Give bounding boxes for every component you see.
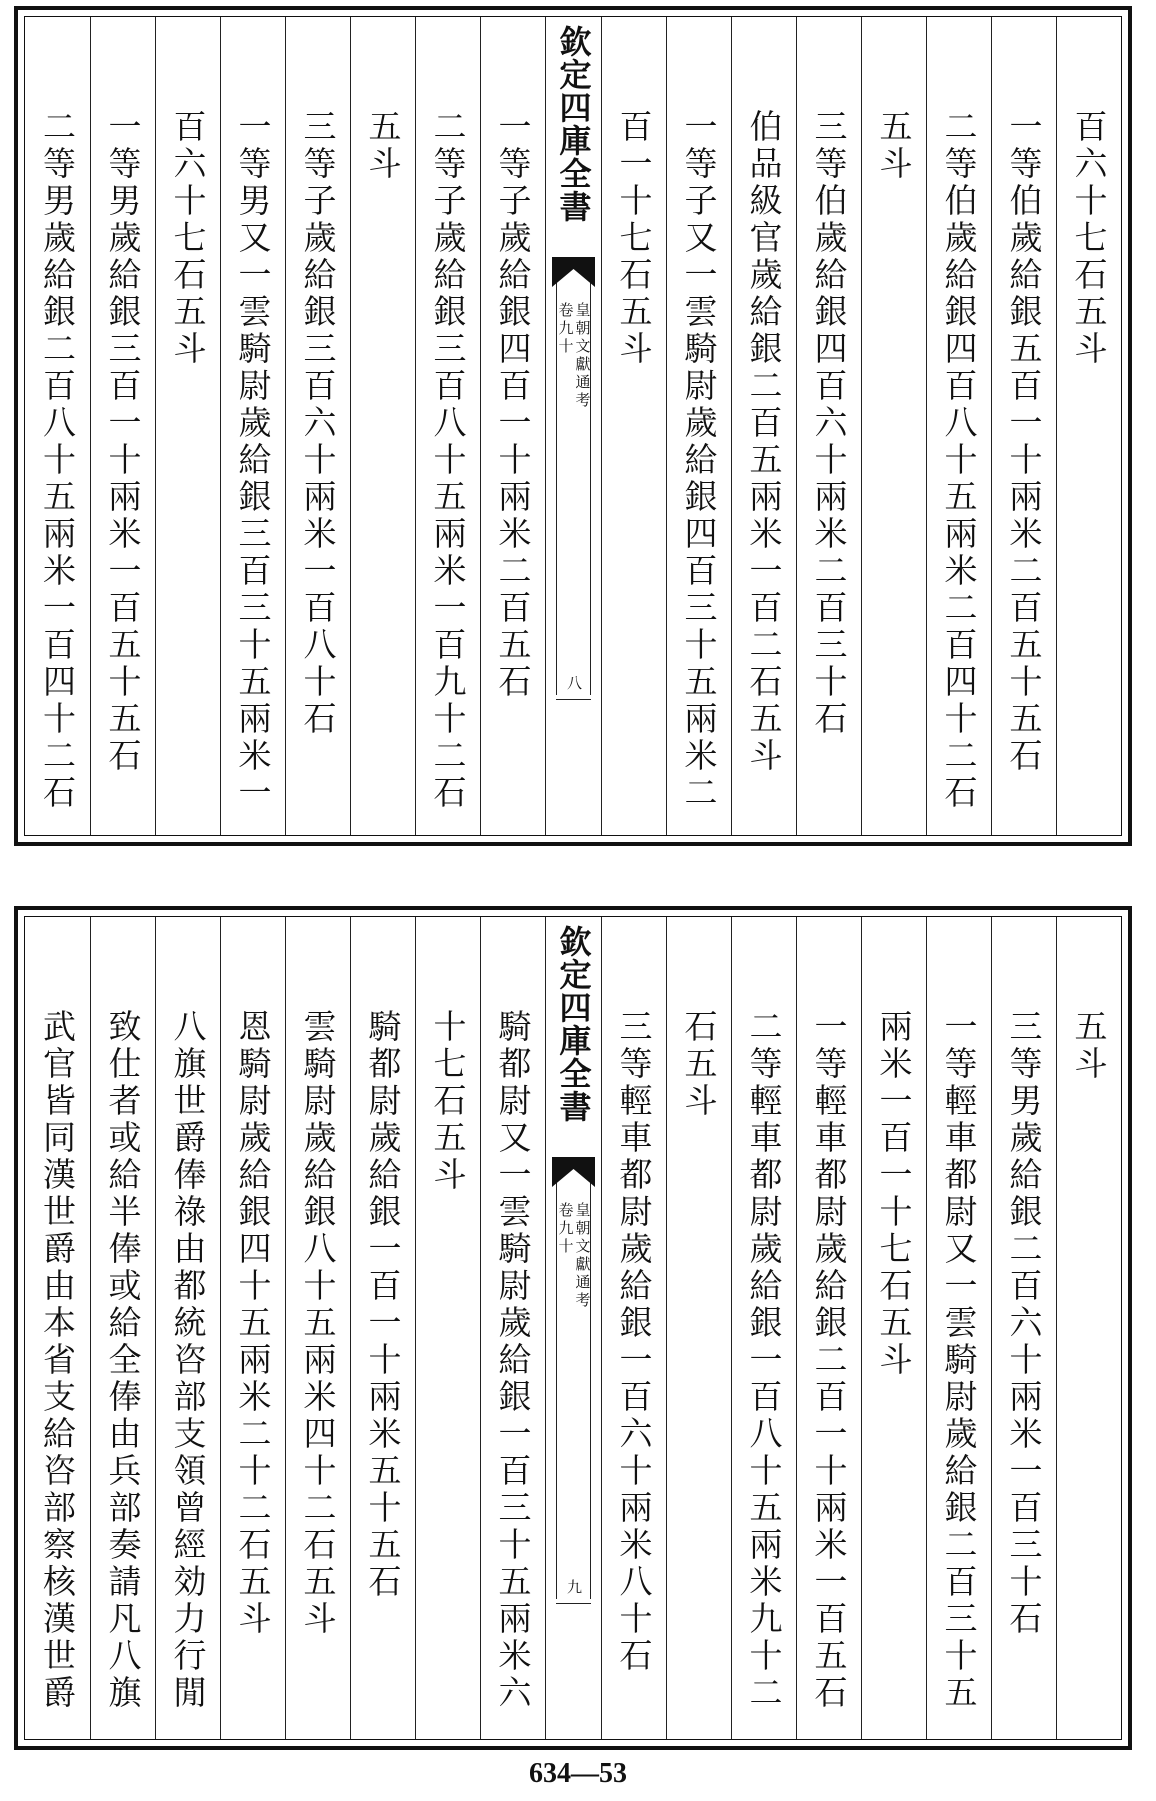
text-column: 騎都尉歲給銀一百一十兩米五十五石 (350, 917, 415, 1739)
text-column: 三等伯歲給銀四百六十兩米二百三十石 (796, 17, 861, 835)
top-page (14, 6, 1132, 846)
text-column: 百六十七石五斗 (155, 17, 220, 835)
text-column: 一等男歲給銀三百一十兩米一百五十五石 (90, 17, 155, 835)
text-column: 雲騎尉歲給銀八十五兩米四十二石五斗 (285, 917, 350, 1739)
fishtail-mark-icon (552, 257, 595, 287)
text-column: 二等伯歲給銀四百八十五兩米二百四十二石 (926, 17, 991, 835)
text-column: 二等男歲給銀二百八十五兩米一百四十二石 (38, 109, 77, 812)
page-number: 九 (565, 1579, 583, 1594)
margin-book-info (546, 1202, 601, 1310)
text-column: 一等輕車都尉又一雲騎尉歲給銀二百三十五 (926, 917, 991, 1739)
book-title: 皇朝文獻通考 (573, 302, 592, 410)
text-column: 百六十七石五斗 (1056, 17, 1121, 835)
text-column: 五斗 (861, 17, 926, 835)
text-column: 兩米一百一十七石五斗 (861, 917, 926, 1739)
margin-divider (556, 699, 591, 700)
scan-page-number: 634—53 (529, 1758, 627, 1789)
text-column: 一等輕車都尉歲給銀二百一十兩米一百五石 (796, 917, 861, 1739)
margin-title: 欽定四庫全書 (554, 25, 593, 223)
text-column: 五斗 (1056, 917, 1121, 1739)
text-column: 一等伯歲給銀五百一十兩米二百五十五石 (991, 17, 1056, 835)
center-margin (545, 17, 601, 835)
text-column: 五斗 (350, 17, 415, 835)
text-column: 一等子歲給銀四百一十兩米二百五石 (480, 17, 545, 835)
volume-label: 卷九十 (556, 302, 575, 356)
text-column: 石五斗 (666, 917, 731, 1739)
text-column: 恩騎尉歲給銀四十五兩米二十二石五斗 (220, 917, 285, 1739)
text-column: 伯品級官歲給銀二百五兩米一百二石五斗 (731, 17, 796, 835)
bottom-page (14, 906, 1132, 1750)
text-column: 三等子歲給銀三百六十兩米一百八十石 (285, 17, 350, 835)
text-column: 武官皆同漢世爵由本省支給咨部察核漢世爵 (38, 1009, 77, 1712)
text-column: 三等輕車都尉歲給銀一百六十兩米八十石 (601, 917, 666, 1739)
text-column: 三等男歲給銀二百六十兩米一百三十石 (991, 917, 1056, 1739)
page-number: 八 (565, 675, 583, 690)
text-column: 百一十七石五斗 (601, 17, 666, 835)
text-column: 致仕者或給半俸或給全俸由兵部奏請凡八旗 (90, 917, 155, 1739)
margin-book-info (546, 302, 601, 410)
fishtail-mark-icon (552, 1157, 595, 1187)
text-column: 二等輕車都尉歲給銀一百八十五兩米九十二 (731, 917, 796, 1739)
volume-label: 卷九十 (556, 1202, 575, 1256)
text-column: 騎都尉又一雲騎尉歲給銀一百三十五兩米六 (480, 917, 545, 1739)
top-page-frame (24, 16, 1122, 836)
text-column: 八旗世爵俸祿由都統咨部支領曾經効力行閒 (155, 917, 220, 1739)
center-margin (545, 917, 601, 1739)
bottom-page-frame (24, 916, 1122, 1740)
book-title: 皇朝文獻通考 (573, 1202, 592, 1310)
text-column: 二等子歲給銀三百八十五兩米一百九十二石 (415, 17, 480, 835)
margin-divider (556, 1603, 591, 1604)
margin-title: 欽定四庫全書 (554, 925, 593, 1123)
text-column: 一等男又一雲騎尉歲給銀三百三十五兩米一 (220, 17, 285, 835)
text-column: 一等子又一雲騎尉歲給銀四百三十五兩米二 (666, 17, 731, 835)
text-column: 十七石五斗 (415, 917, 480, 1739)
